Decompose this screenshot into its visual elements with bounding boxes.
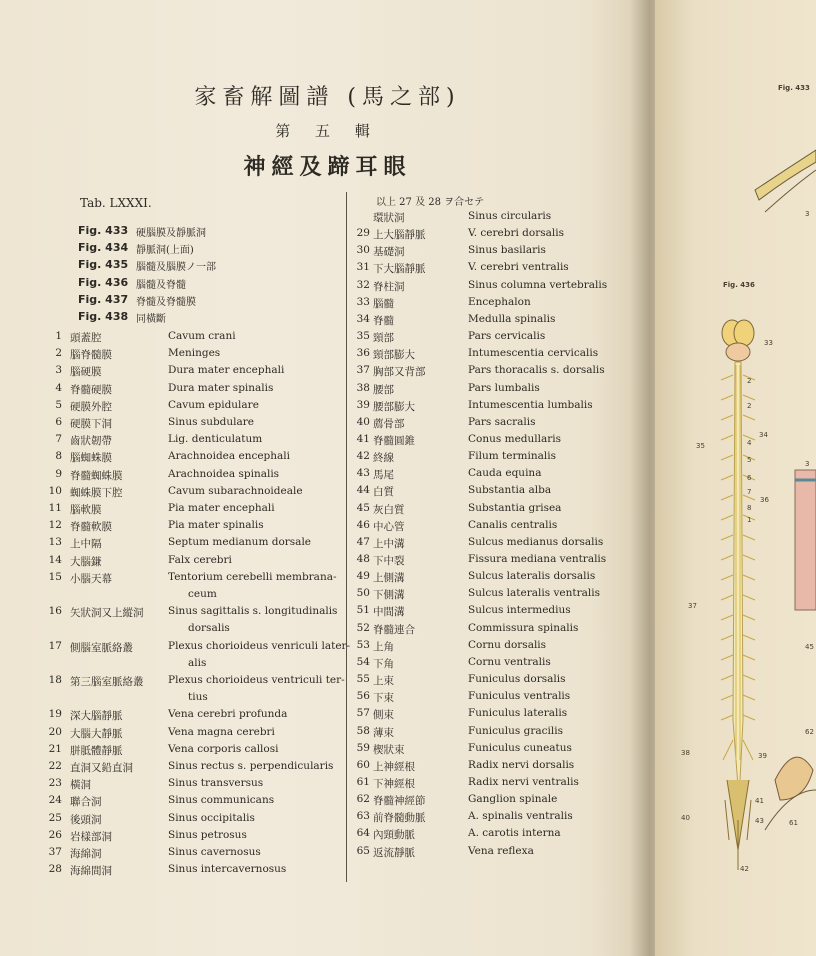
entry-number: 13 [48,536,62,549]
entry-latin: V. cerebri ventralis [468,261,569,274]
plate-label: 3 [805,460,810,468]
entry-latin: alis [188,656,207,669]
entry-number: 39 [356,398,370,411]
entry-japanese: 脊髓蜘蛛膜 [70,469,123,482]
entry-latin: Cavum subarachnoideale [168,484,303,497]
entry-number: 24 [48,794,62,807]
entry-japanese: 上角 [373,640,394,653]
fig-433-caption: Fig. 433 [778,84,810,92]
entry-latin: Cavum crani [168,330,236,342]
entry-latin: Sinus occipitalis [168,811,255,824]
entry-latin: Vena reflexa [468,844,534,857]
plate-label: 62 [805,728,814,736]
entry-japanese: 腦髓 [373,297,394,310]
entry-latin: Sinus subdulare [168,416,255,428]
entry-number: 47 [356,535,370,548]
entry-japanese: 深大腦靜脈 [70,710,123,723]
entry-latin: Vena magna cerebri [168,725,275,738]
entry-japanese: 內頸動脈 [373,829,415,842]
entry-number: 38 [356,381,370,394]
entry-latin: Funiculus cuneatus [468,741,572,754]
entry-number: 28 [48,863,62,876]
entry-japanese: 海綿間洞 [70,865,112,878]
entry-latin: Sinus petrosus [168,828,247,841]
entry-number: 23 [48,777,62,790]
entry-japanese: 矢狀洞又上縱洞 [70,607,144,620]
entry-latin: Sulcus lateralis ventralis [468,587,600,600]
entry-latin: Sulcus medianus dorsalis [468,535,604,548]
entry-number: 10 [48,484,62,497]
entry-japanese: 齒狀韌帶 [70,435,112,448]
entry-number: 30 [356,244,370,257]
entry-latin: Pia mater encephali [168,502,275,514]
entry-latin: Pars thoracalis s. dorsalis [468,364,605,377]
entry-japanese: 下神經根 [373,777,415,790]
entry-number: 61 [356,775,370,788]
entry-latin: Sinus sagittalis s. longitudinalis [168,605,338,618]
entry-latin: Dura mater spinalis [168,381,274,394]
entry-number: 34 [356,312,370,325]
entry-latin: dorsalis [188,622,230,635]
entry-latin: Sinus intercavernosus [168,863,287,876]
entry-latin: Ganglion spinale [468,793,558,806]
entry-japanese: 上中溝 [373,537,405,550]
entry-latin: Intumescentia cervicalis [468,347,599,360]
figure-row [78,224,206,239]
entry-number: 63 [356,810,370,823]
entry-japanese: 聯合洞 [70,796,102,809]
figure-description: 硬腦膜及靜脈洞 [136,228,206,239]
entry-number: 58 [356,724,370,737]
entry-japanese: 脊髓神經節 [373,795,426,808]
entry-number: 21 [48,742,62,755]
entry-latin: Radix nervi ventralis [468,775,579,788]
entry-japanese: 楔狀束 [373,743,405,756]
entry-latin: Cornu dorsalis [468,638,547,651]
entry-japanese: 岩樣部洞 [70,830,112,843]
plate-label: 40 [681,814,690,822]
entry-number: 26 [48,828,62,841]
entry-japanese: 脊髓圓錐 [373,434,415,447]
entry-japanese: 下側溝 [373,589,405,602]
entry-latin: Pars lumbalis [468,381,540,394]
entry-latin: A. spinalis ventralis [468,810,573,823]
entry-number: 16 [48,605,62,618]
entry-japanese: 頭蓋腔 [70,332,102,344]
entry-japanese: 下中裂 [373,555,405,567]
entry-number: 43 [356,467,370,480]
entry-number: 6 [55,416,62,428]
entry-number: 3 [55,364,62,377]
entry-latin: V. cerebri dorsalis [468,227,565,240]
entry-latin: Pia mater spinalis [168,519,264,532]
entry-number: 65 [356,844,370,857]
entry-japanese: 側腦室脈絡叢 [70,641,133,654]
plate-label: 45 [805,643,814,651]
entry-latin: Sinus rectus s. perpendicularis [168,760,334,772]
entry-latin: Conus medullaris [468,432,562,445]
entry-number: 32 [356,278,370,291]
plate-label: 38 [681,749,690,757]
entry-latin: Meninges [168,347,221,360]
entry-japanese: 側束 [373,709,394,722]
figure-row [78,292,196,308]
entry-latin: ceum [188,587,217,600]
entry-latin: Substantia alba [468,484,552,497]
entry-number: 29 [356,227,370,240]
plate-label: 42 [740,865,749,873]
plate-label: 3 [805,210,810,218]
entry-latin: Funiculus gracilis [468,724,564,737]
figure-row [78,310,166,325]
entry-japanese: 海綿洞 [70,848,102,860]
entry-japanese: 馬尾 [373,469,394,482]
entry-latin: Substantia grisea [468,501,562,514]
entry-japanese: 腰部 [373,383,394,396]
entry-japanese: 直洞又鉛直洞 [70,762,133,774]
entry-number: 48 [356,553,370,565]
entry-japanese: 下角 [373,657,394,670]
entry-number: 45 [356,501,370,514]
entry-number: 56 [356,690,370,703]
plate-label: 37 [688,602,697,610]
right-column-note: 以上 27 及 28 ヲ合セテ [376,197,485,208]
entry-japanese: 胼胝體靜脈 [70,744,123,757]
entry-number: 17 [48,639,62,652]
entry-latin: Plexus chorioideus venriculi later- [168,639,351,652]
entry-japanese: 基礎洞 [373,246,405,259]
entry-number: 14 [48,553,62,566]
entry-latin: A. carotis interna [468,827,561,840]
entry-number: 7 [55,433,62,446]
entry-japanese: 腰部膨大 [373,400,415,413]
entry-japanese: 脊髓硬膜 [70,383,112,396]
entry-japanese: 大腦大靜脈 [70,727,123,740]
entry-latin: Cauda equina [468,467,542,480]
entry-number: 42 [356,450,370,463]
entry-latin: Canalis centralis [468,518,558,531]
entry-latin: Funiculus lateralis [468,707,568,720]
entry-latin: Vena cerebri profunda [168,708,288,721]
entry-latin: Arachnoidea encephali [168,450,291,463]
plate-label: 43 [755,817,764,825]
entry-latin: Vena corporis callosi [168,742,279,755]
plate-label: 39 [758,752,767,760]
illustration-plate [655,0,816,956]
spinal-cord-illustration [655,0,816,956]
entry-number: 15 [48,570,62,583]
entry-number: 1 [55,330,62,342]
entry-number: 40 [356,415,370,428]
entry-number: 18 [48,674,62,686]
plate-label: 41 [755,797,764,805]
entry-japanese: 下束 [373,692,394,705]
figure-row [78,258,216,274]
entry-number: 25 [48,811,62,824]
entry-japanese: 環狀洞 [373,212,405,224]
entry-japanese: 薄束 [373,726,394,739]
entry-latin: Sinus basilaris [468,244,546,257]
entry-number: 53 [356,638,370,651]
entry-japanese: 頸部膨大 [373,349,415,362]
entry-number: 11 [48,502,62,514]
entry-number: 49 [356,570,370,583]
entry-japanese: 上大腦靜脈 [373,229,426,242]
entry-number: 37 [48,846,62,858]
entry-japanese: 灰白質 [373,503,405,516]
entry-latin: Sulcus intermedius [468,604,571,617]
entry-latin: Tentorium cerebelli membrana- [168,570,337,583]
entry-japanese: 脊髓軟膜 [70,521,112,534]
entry-number: 35 [356,330,370,343]
entry-japanese: 脊髓 [373,314,394,327]
figure-description: 脊髓及脊髓膜 [136,296,196,308]
figure-number: Fig. 435 [78,258,129,272]
figure-number: Fig. 437 [78,292,129,306]
plate-label: 4 [747,439,752,447]
section-title: 神經及蹄耳眼 [243,154,412,180]
entry-number: 22 [48,760,62,772]
plate-label: 8 [747,504,752,512]
entry-latin: Sinus circularis [468,210,552,222]
entry-japanese: 前脊髓動脈 [373,812,426,825]
entry-latin: Sinus communicans [168,794,275,807]
entry-number: 50 [356,587,370,600]
entry-latin: Filum terminalis [468,450,556,463]
figure-row [78,241,194,257]
entry-latin: Fissura mediana ventralis [468,553,607,565]
entry-japanese: 頸部 [373,332,394,345]
entry-latin: Falx cerebri [168,553,232,566]
plate-label: 6 [747,474,752,482]
entry-japanese: 橫洞 [70,779,91,792]
plate-label: 36 [760,496,769,504]
entry-latin: Radix nervi dorsalis [468,758,575,771]
entry-latin: Cavum epidulare [168,398,259,411]
entry-number: 46 [356,518,370,531]
entry-japanese: 白質 [373,486,394,499]
figure-number: Fig. 436 [78,275,129,289]
entry-japanese: 蜘蛛膜下腔 [70,486,123,499]
entry-number: 51 [356,604,370,617]
entry-japanese: 腦硬膜 [70,366,102,379]
figure-description: 腦髓及腦膜ノ一部 [136,262,216,274]
figure-description: 同橫斷 [136,314,166,325]
entry-number: 60 [356,758,370,771]
entry-latin: Sinus cavernosus [168,846,261,858]
entry-number: 55 [356,673,370,686]
entry-japanese: 大腦鎌 [70,555,102,568]
entry-latin: Medulla spinalis [468,312,556,325]
plate-label: 61 [789,819,798,827]
plate-number: Tab. LXXXI. [80,196,152,210]
entry-japanese: 胸部又背部 [373,366,426,379]
volume-label: 第 五 輯 [275,122,380,140]
entry-japanese: 上束 [373,675,394,688]
entry-number: 62 [356,793,370,806]
entry-number: 64 [356,827,370,840]
entry-japanese: 中心管 [373,520,405,533]
entry-japanese: 上中隔 [70,538,102,551]
entry-number: 59 [356,741,370,754]
entry-latin: Arachnoidea spinalis [168,467,280,480]
entry-latin: Pars cervicalis [468,330,546,343]
plate-label: 7 [747,488,752,496]
entry-japanese: 返流靜脈 [373,846,415,859]
entry-latin: Sinus transversus [168,777,264,790]
plate-label: 2 [747,377,752,385]
entry-latin: Intumescentia lumbalis [468,398,593,411]
entry-number: 33 [356,295,370,308]
entry-latin: Sulcus lateralis dorsalis [468,570,596,583]
entry-latin: Commissura spinalis [468,621,579,634]
figure-number: Fig. 438 [78,310,129,323]
column-divider [346,192,347,882]
plate-label: 33 [764,339,773,347]
entry-latin: Cornu ventralis [468,655,551,668]
entry-japanese: 硬膜下洞 [70,418,112,430]
entry-number: 37 [356,364,370,377]
book-title: 家畜解圖譜 (馬之部) [194,85,461,110]
figure-number: Fig. 433 [78,224,129,237]
entry-latin: Funiculus dorsalis [468,673,566,686]
entry-number: 12 [48,519,62,532]
entry-latin: Dura mater encephali [168,364,285,377]
plate-label: 1 [747,516,752,524]
plate-label: 5 [747,456,752,464]
plate-label: 35 [696,442,705,450]
entry-number: 4 [55,381,62,394]
plate-label: 2 [747,402,752,410]
entry-latin: tius [188,691,208,703]
figure-description: 靜脈洞(上面) [136,245,194,257]
entry-latin: Pars sacralis [468,415,536,428]
entry-number: 8 [55,450,62,463]
entry-japanese: 脊髓連合 [373,623,415,636]
entry-japanese: 下大腦靜脈 [373,263,426,276]
entry-number: 36 [356,347,370,360]
entry-japanese: 上側溝 [373,572,405,585]
entry-latin: Sinus columna vertebralis [468,278,608,291]
entry-japanese: 腦蜘蛛膜 [70,452,112,465]
entry-japanese: 第三腦室脈絡叢 [70,676,144,688]
entry-number: 19 [48,708,62,721]
entry-japanese: 薦骨部 [373,417,405,430]
entry-japanese: 小腦天幕 [70,572,112,585]
entry-japanese: 脊柱洞 [373,280,405,293]
entry-japanese: 硬膜外腔 [70,400,112,413]
figure-description: 腦髓及脊髓 [136,279,186,291]
entry-japanese: 後頭洞 [70,813,102,826]
entry-number: 57 [356,707,370,720]
entry-number: 52 [356,621,370,634]
entry-japanese: 腦軟膜 [70,504,102,516]
fig-436-caption: Fig. 436 [723,281,755,289]
entry-latin: Lig. denticulatum [168,433,263,446]
figure-number: Fig. 434 [78,241,129,255]
entry-japanese: 終線 [373,452,394,465]
entry-number: 20 [48,725,62,738]
entry-japanese: 上神經根 [373,760,415,773]
plate-label: 34 [759,431,768,439]
entry-latin: Encephalon [468,295,531,308]
entry-number: 54 [356,655,370,668]
entry-latin: Plexus chorioideus ventriculi ter- [168,674,345,686]
entry-number: 2 [55,347,62,360]
entry-number: 41 [356,432,370,445]
entry-number: 44 [356,484,370,497]
entry-japanese: 腦脊髓膜 [70,349,112,362]
entry-japanese: 中間溝 [373,606,405,619]
entry-latin: Funiculus ventralis [468,690,571,703]
figure-row [78,275,186,291]
entry-number: 31 [356,261,370,274]
entry-number: 9 [55,467,62,480]
entry-number: 5 [55,398,62,411]
entry-latin: Septum medianum dorsale [168,536,312,549]
